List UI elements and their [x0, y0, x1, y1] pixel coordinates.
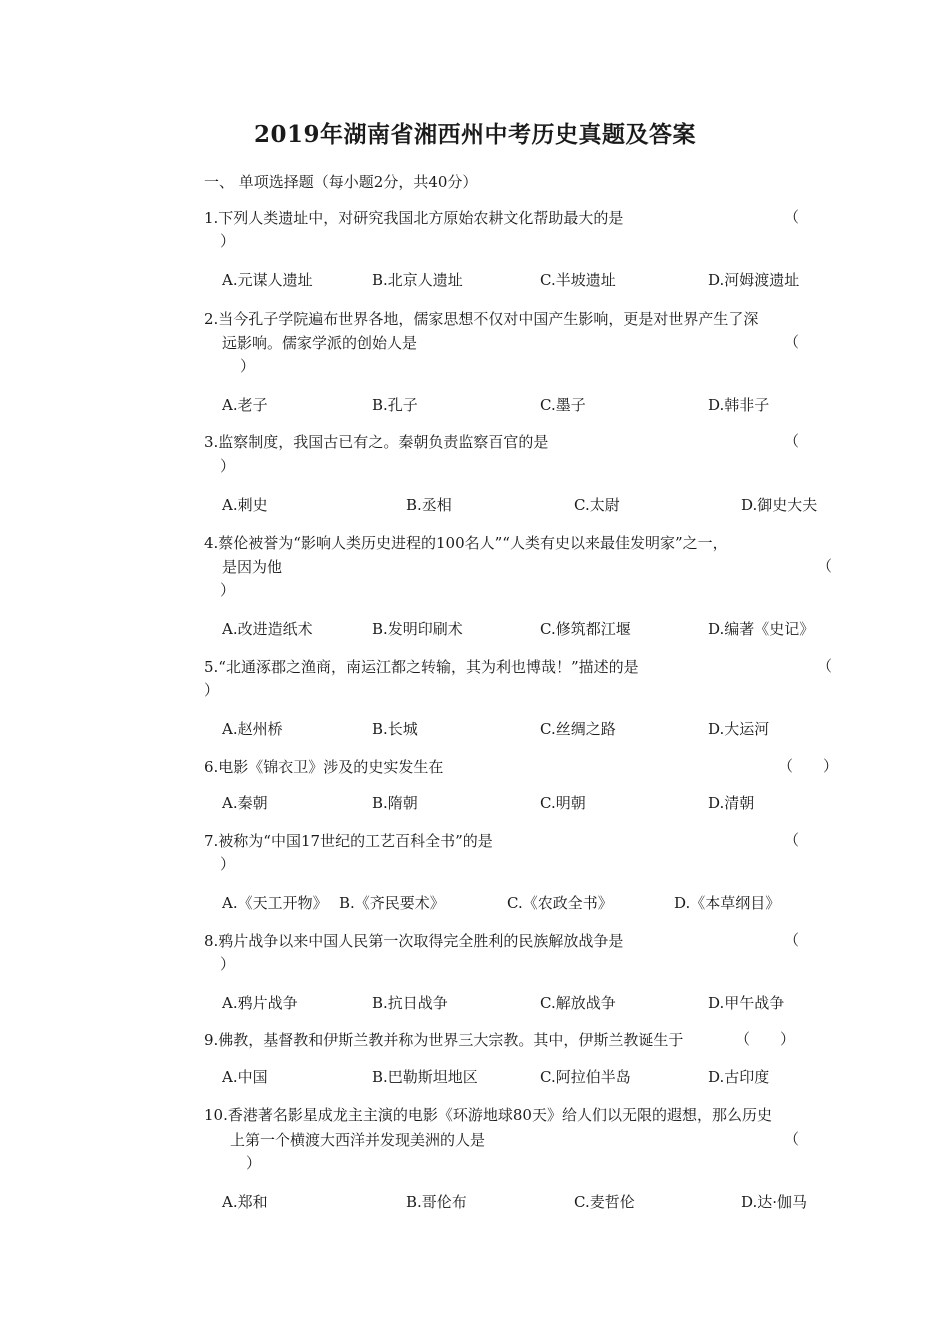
option-a: A.中国	[222, 1068, 268, 1086]
options-row	[222, 618, 862, 642]
options-row	[222, 992, 862, 1016]
option-b: B.北京人遗址	[372, 271, 463, 289]
answer-paren-open: （	[784, 432, 800, 450]
question-stem: 6.电影《锦衣卫》涉及的史实发生在	[204, 758, 444, 776]
answer-paren-open: （	[784, 333, 800, 351]
option-a: A.郑和	[222, 1193, 268, 1211]
option-a: A.刺史	[222, 496, 268, 514]
question-stem: 10.香港著名影星成龙主主演的电影《环游地球80天》给人们以无限的遐想，那么历史	[204, 1106, 772, 1124]
option-b: B.隋朝	[372, 794, 418, 812]
question-stem: 4.蔡伦被誉为“影响人类历史进程的100名人”“人类有史以来最佳发明家”之一，	[204, 534, 728, 552]
answer-paren-close: ）	[220, 855, 236, 873]
question-stem: 8.鸦片战争以来中国人民第一次取得完全胜利的民族解放战争是	[204, 932, 624, 950]
option-a: A.改进造纸术	[222, 620, 313, 638]
options-row	[222, 394, 862, 418]
option-d: D.清朝	[708, 794, 755, 812]
option-b: B.长城	[372, 720, 418, 738]
options-row	[222, 1066, 862, 1090]
question-stem: 7.被称为“中国17世纪的工艺百科全书”的是	[204, 832, 493, 850]
option-b: B.巴勒斯坦地区	[372, 1068, 478, 1086]
option-c: C.解放战争	[540, 994, 616, 1012]
options-row	[222, 494, 862, 518]
option-d: D.河姆渡遗址	[708, 271, 800, 289]
option-d: D.达·伽马	[741, 1193, 808, 1211]
question-5	[204, 655, 844, 679]
question-2	[204, 307, 844, 331]
question-10-line-2	[230, 1128, 870, 1152]
option-a: A.赵州桥	[222, 720, 283, 738]
question-stem-continued: 上第一个横渡大西洋并发现美洲的人是	[230, 1131, 486, 1149]
answer-paren-close: ）	[204, 681, 220, 699]
option-b: B.《齐民要术》	[339, 894, 445, 912]
answer-paren-open: （	[784, 208, 800, 226]
answer-paren-open: （	[784, 831, 800, 849]
question-10	[204, 1103, 864, 1127]
question-4-line-2	[222, 555, 862, 579]
option-d: D.甲午战争	[708, 994, 785, 1012]
option-a: A.老子	[222, 396, 268, 414]
question-stem-continued: 远影响。儒家学派的创始人是	[222, 334, 418, 352]
question-stem: 5.“北通涿郡之渔商，南运江都之转输，其为利也博哉！”描述的是	[204, 658, 639, 676]
answer-paren-close: ）	[246, 1154, 262, 1172]
option-c: C.阿拉伯半岛	[540, 1068, 631, 1086]
option-d: D.韩非子	[708, 396, 770, 414]
answer-paren-close: ）	[240, 357, 256, 375]
question-4	[204, 531, 844, 555]
option-b: B.孔子	[372, 396, 418, 414]
option-b: B.哥伦布	[406, 1193, 467, 1211]
answer-paren-close: ）	[220, 581, 236, 599]
question-7	[204, 829, 844, 853]
options-row	[222, 269, 862, 293]
question-stem: 2.当今孔子学院遍布世界各地，儒家思想不仅对中国产生影响，更是对世界产生了深	[204, 310, 759, 328]
option-a: A.《天工开物》	[222, 894, 328, 912]
option-b: B.发明印刷术	[372, 620, 463, 638]
question-6	[204, 755, 844, 779]
answer-paren-open: （	[784, 931, 800, 949]
question-stem-continued: 是因为他	[222, 558, 283, 576]
option-c: C.半坡遗址	[540, 271, 616, 289]
option-a: A.秦朝	[222, 794, 268, 812]
answer-paren-close: ）	[220, 955, 236, 973]
question-2-line-2	[222, 331, 862, 355]
question-stem: 3.监察制度，我国古已有之。秦朝负责监察百官的是	[204, 433, 549, 451]
answer-paren-close: ）	[220, 457, 236, 475]
page-title: 2019年湖南省湘西州中考历史真题及答案	[253, 121, 696, 148]
options-row	[222, 892, 862, 916]
answer-paren-open: （	[817, 557, 833, 575]
option-d: D.古印度	[708, 1068, 770, 1086]
option-c: C.《农政全书》	[507, 894, 613, 912]
option-d: D.编著《史记》	[708, 620, 815, 638]
answer-paren: （ ）	[778, 757, 839, 775]
option-c: C.墨子	[540, 396, 586, 414]
option-d: D.御史大夫	[741, 496, 818, 514]
section-heading: 一、 单项选择题（每小题2分，共40分）	[204, 173, 478, 191]
option-b: B.丞相	[406, 496, 452, 514]
options-row	[222, 1191, 862, 1215]
option-a: A.鸦片战争	[222, 994, 298, 1012]
option-c: C.明朝	[540, 794, 586, 812]
option-c: C.太尉	[574, 496, 620, 514]
option-b: B.抗日战争	[372, 994, 448, 1012]
option-a: A.元谋人遗址	[222, 271, 313, 289]
question-stem: 9.佛教，基督教和伊斯兰教并称为世界三大宗教。其中，伊斯兰教诞生于	[204, 1031, 684, 1049]
answer-paren: （ ）	[735, 1030, 796, 1048]
answer-paren-open: （	[817, 657, 833, 675]
options-row	[222, 718, 862, 742]
question-8	[204, 929, 844, 953]
option-d: D.大运河	[708, 720, 770, 738]
question-1	[204, 206, 844, 230]
answer-paren-open: （	[784, 1130, 800, 1148]
option-c: C.修筑都江堰	[540, 620, 631, 638]
option-c: C.丝绸之路	[540, 720, 616, 738]
option-d: D.《本草纲目》	[674, 894, 781, 912]
option-c: C.麦哲伦	[574, 1193, 635, 1211]
options-row	[222, 792, 862, 816]
answer-paren-close: ）	[220, 232, 236, 250]
question-stem: 1.下列人类遗址中，对研究我国北方原始农耕文化帮助最大的是	[204, 209, 624, 227]
question-3	[204, 430, 844, 454]
